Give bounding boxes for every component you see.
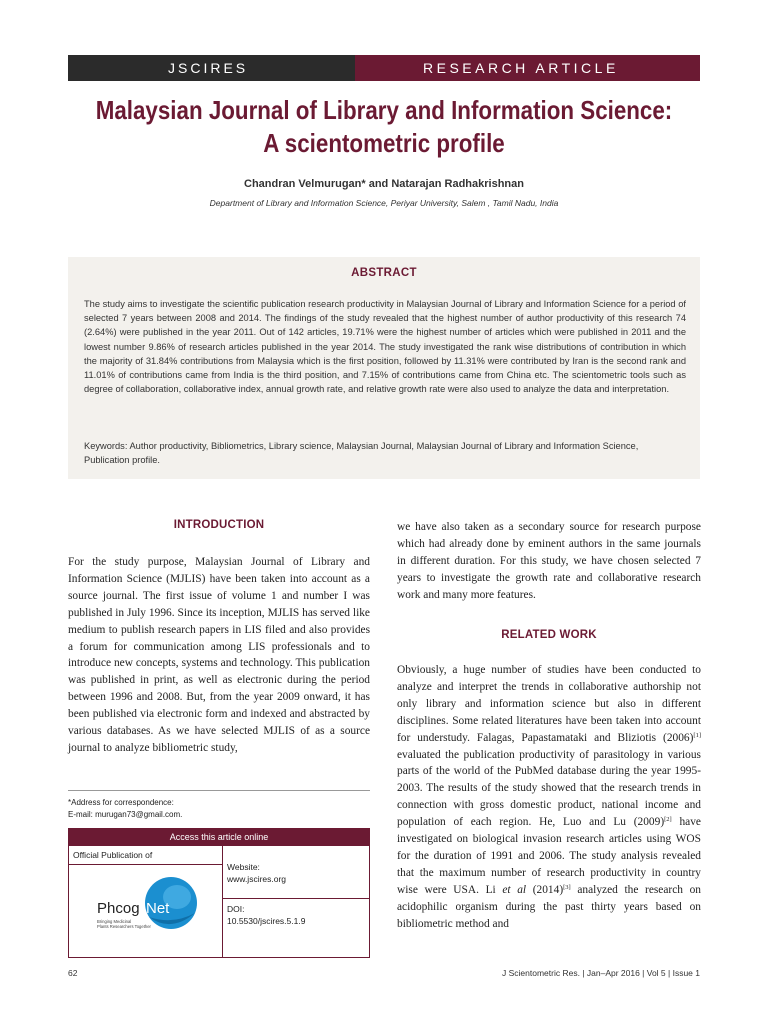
introduction-heading: INTRODUCTION [173, 519, 265, 531]
logo-tagline: Bringing Medicinal [97, 919, 132, 924]
website-block [227, 861, 286, 885]
abstract-text: The study aims to investigate the scientific publication research productivity in Malaysian Journal of Library and Information Science for a period of selected 7 years between 2008 and 2014. The findings of the study revealed that the highest number of author productivity of this research 74 (2.64%) were published in the year 2011. Out of 142 articles, 19.71% were the highest number of articles which were published in 2011 and the lowest number 9.86% of research articles published in the year 2014. The study investigated the rank wise distributions of contribution in which the majority of 31.84% contributions from Malaysia which is the first position, followed by 11.31% were contributed by Iran is the second rank and 11.01% of contributions came from India is the third position, and 7.15% of contributions came from China etc. The scientometric tools such as degree of collaboration, collaborative index, annual growth rate, and relative growth rate were also used to analyze the data and interpretation. [84, 299, 686, 395]
keywords-label: Keywords: [84, 441, 128, 451]
doi-block [227, 903, 305, 927]
correspondence-label: *Address for correspondence: [68, 798, 174, 807]
access-divider [222, 846, 223, 958]
citation-ref[interactable]: [3] [563, 883, 571, 891]
introduction-continued-text: we have also taken as a secondary source for research purpose which had already done by eminent authors in the same journals in different duration. For this study, we have chosen selected 7 years to investigate the growth rate and collaborative research work and many more features. [397, 521, 701, 601]
related-work-heading: RELATED WORK [501, 629, 597, 641]
journal-label: JSCIRES [68, 55, 355, 81]
introduction-text: For the study purpose, Malaysian Journal of Library and Information Science (MJLIS) have been taken into account as a source journal. The first issue of volume 1 and number I was published in July 1996. Since its inception, MJLIS has served like medium to publish research papers in LIS filed and also provides a forum for communication among LIS professionals and to introduce new concepts, systems and technology. This publication was published in print, as well as electronic during the period between 1996 and 2008. But, from the year 2009 onward, it has been published via electronic form and indexed and abstracted by various databases. As we have selected MJLIS of as a source journal to analyze bibliometric study, [68, 556, 370, 754]
correspondence-email[interactable]: E-mail: murugan73@gmail.com. [68, 809, 183, 819]
article-type-label: RESEARCH ARTICLE [355, 55, 700, 81]
article-title [88, 94, 680, 160]
abstract-heading: ABSTRACT [351, 267, 417, 279]
keywords-text: Author productivity, Bibliometrics, Library science, Malaysian Journal, Malaysian Journal of Library and Information Science, Publication profile. [84, 441, 639, 466]
phcognet-logo [91, 873, 211, 943]
related-work-text-part: Obviously, a huge number of studies have been conducted to analyze and interpret the trends in collaborative authorship not only library and information science but also in different disciplines. Some related literatures have been taken into account for understudy. Falagas, Papastamataki and Bliziotis (2006) [397, 664, 701, 744]
et-al-text: et al [502, 883, 527, 896]
related-work-text-part: have investigated on biological invasion research articles using WOS for the duration of 1991 and 2006. The study analysis revealed that the maximum number of research productivity in country wise were USA. Li [397, 816, 701, 896]
related-work-text-part: (2014) [526, 883, 564, 896]
title-line-2: A scientometric profile [263, 128, 505, 158]
doi-label: DOI: [227, 904, 245, 914]
citation-ref[interactable]: [1] [693, 731, 701, 739]
access-divider [222, 898, 370, 899]
website-link[interactable]: www.jscires.org [227, 874, 287, 884]
title-line-1: Malaysian Journal of Library and Information Science: [95, 95, 673, 125]
logo-tagline: Plants Researchers Together [97, 924, 151, 929]
abstract-box [68, 257, 700, 479]
access-divider [69, 864, 222, 865]
related-work-text-part: evaluated the publication productivity of parasitology in various parts of the world of the PubMed database during the year 1995-2003. The results of the study showed that the research trends in connection with gross domestic product, national income and population of each region. He, Luo and Lu (2009) [397, 748, 701, 829]
top-banner [68, 55, 700, 81]
citation-ref[interactable]: [2] [664, 816, 672, 824]
logo-text-net: Net [146, 900, 170, 917]
access-article-box [68, 828, 370, 958]
related-work-text-part: analyzed the research on acidophilic organism during the past thirty years based on bibliometric method and [397, 883, 701, 930]
related-work-text [397, 662, 701, 933]
page-number: 62 [68, 968, 78, 978]
correspondence-divider [68, 790, 370, 791]
official-publication-label: Official Publication of [73, 850, 153, 860]
footer-citation: J Scientometric Res. | Jan–Apr 2016 | Vol 5 | Issue 1 [502, 968, 700, 978]
doi-link[interactable]: 10.5530/jscires.5.1.9 [227, 916, 306, 926]
affiliation: Department of Library and Information Science, Periyar University, Salem , Tamil Nadu, India [209, 198, 559, 208]
correspondence-block [68, 797, 182, 820]
access-heading: Access this article online [69, 829, 369, 846]
authors: Chandran Velmurugan* and Natarajan Radhakrishnan [244, 178, 524, 190]
website-label: Website: [227, 862, 260, 872]
logo-text: Phcog [97, 900, 140, 917]
keywords [84, 439, 686, 467]
